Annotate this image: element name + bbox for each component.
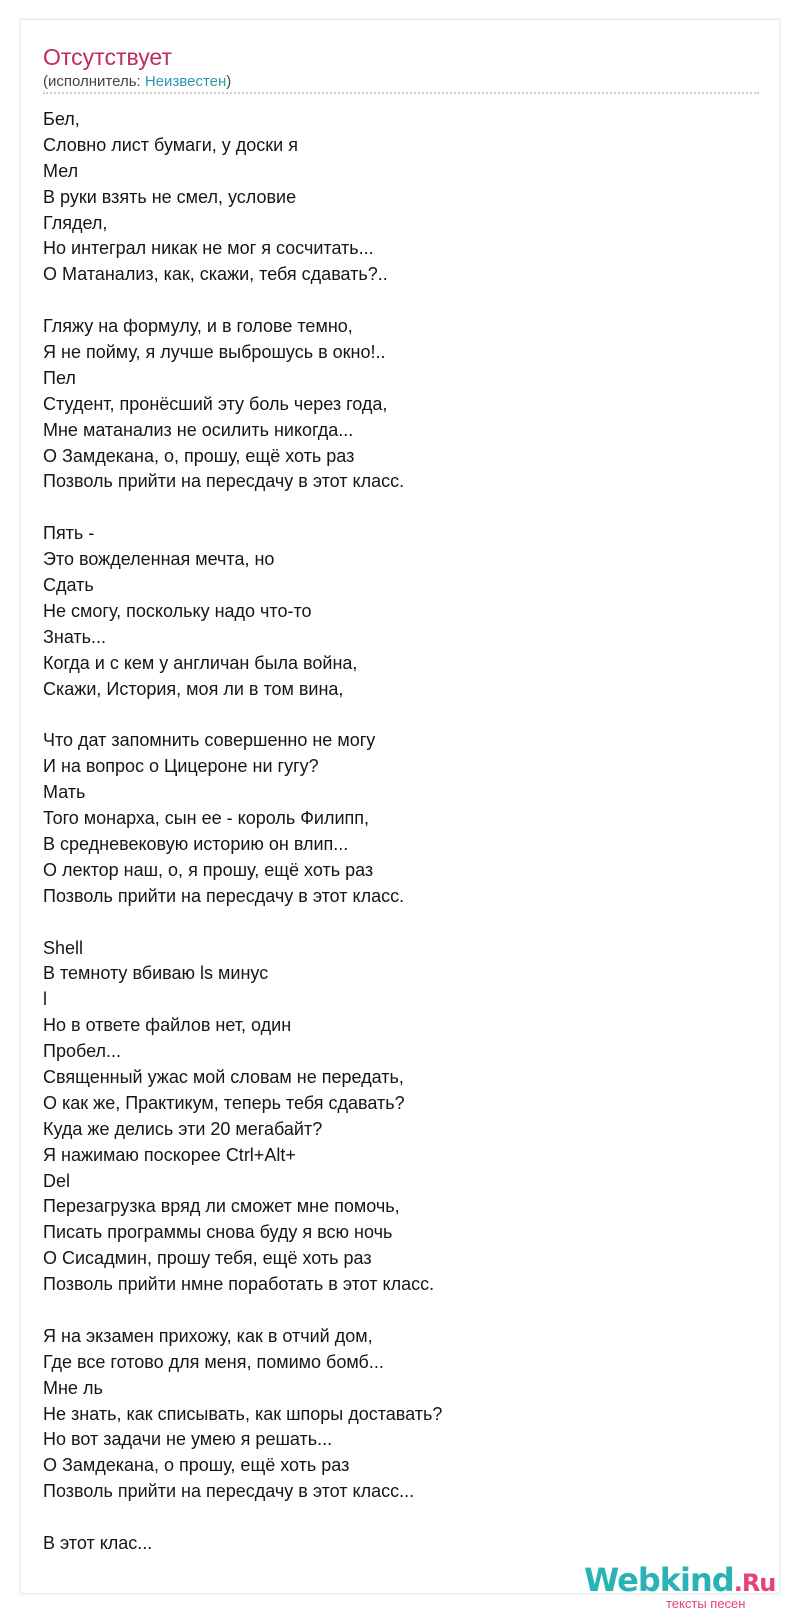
lyric-line: Не смогу, поскольку надо что-то (43, 600, 312, 621)
logo-tagline: тексты песен (666, 1596, 746, 1611)
title-divider (43, 92, 759, 94)
lyric-line: О Замдекана, о, прошу, ещё хоть раз (43, 445, 355, 466)
lyric-line: Не знать, как списывать, как шпоры доставать? (43, 1403, 443, 1424)
lyric-line: Что дат запомнить совершенно не могу (43, 730, 376, 751)
logo-main-text: Webkind (584, 1561, 734, 1599)
lyric-line: Del (43, 1170, 71, 1191)
song-title: Отсутствует (43, 44, 172, 70)
lyric-line: В этот клас... (43, 1532, 153, 1553)
lyric-line: О лектор наш, о, я прошу, ещё хоть раз (43, 859, 374, 880)
lyric-line: Позволь прийти на пересдачу в этот класс. (43, 885, 405, 906)
lyric-line: О как же, Практикум, теперь тебя сдавать? (43, 1092, 405, 1113)
lyric-line: О Сисадмин, прошу тебя, ещё хоть раз (43, 1248, 372, 1269)
lyric-line: Позволь прийти нмне поработать в этот класс. (43, 1274, 435, 1295)
lyric-line: Того монарха, сын ее - король Филипп, (43, 808, 370, 829)
lyric-line: Это вожделенная мечта, но (43, 549, 275, 570)
lyric-line: Бел, (43, 109, 80, 129)
lyric-line: Сдать (43, 575, 94, 596)
lyrics-body (43, 107, 743, 1557)
lyric-line: В руки взять не смел, условие (43, 186, 297, 207)
logo-suffix: .Ru (733, 1569, 776, 1597)
artist-prefix: (исполнитель: (43, 73, 145, 90)
lyric-line: Я нажимаю поскорее Ctrl+Alt+ (43, 1144, 296, 1165)
lyric-line: Студент, пронёсший эту боль через года, (43, 393, 388, 414)
lyric-line: Мел (43, 160, 79, 181)
lyric-line: Где все готово для меня, помимо бомб... (43, 1351, 384, 1372)
stanza-break (43, 495, 743, 521)
stanza-break (43, 1298, 743, 1324)
lyric-line: Я не пойму, я лучше выброшусь в окно!.. (43, 342, 386, 363)
lyric-line: Мне матанализ не осилить никогда... (43, 419, 354, 440)
lyric-line: Словно лист бумаги, у доски я (43, 134, 298, 155)
lyric-line: Позволь прийти на пересдачу в этот класс. (43, 471, 405, 492)
lyric-line: Перезагрузка вряд ли сможет мне помочь, (43, 1196, 400, 1217)
lyric-line: l (43, 989, 47, 1010)
lyric-line: В темноту вбиваю ls минус (43, 963, 269, 984)
lyric-line: Мне ль (43, 1377, 103, 1398)
lyric-line: Когда и с кем у англичан была война, (43, 652, 358, 673)
lyric-line: Глядел, (43, 212, 108, 233)
lyric-line: Я на экзамен прихожу, как в отчий дом, (43, 1325, 373, 1346)
lyric-line: Куда же делись эти 20 мегабайт? (43, 1118, 323, 1139)
artist-line (43, 72, 231, 92)
lyric-line: Пять - (43, 523, 95, 544)
lyric-line: Но интеграл никак не мог я сосчитать... (43, 238, 374, 259)
lyric-line: Но в ответе файлов нет, один (43, 1015, 292, 1036)
lyric-line: Пел (43, 367, 76, 388)
site-logo[interactable] (584, 1561, 784, 1619)
stanza-break (43, 910, 743, 936)
artist-link[interactable]: Неизвестен (144, 73, 227, 90)
lyric-line: Писать программы снова буду я всю ночь (43, 1222, 393, 1243)
lyric-line: Скажи, История, моя ли в том вина, (43, 678, 344, 699)
artist-suffix: ) (226, 73, 232, 90)
lyric-line: И на вопрос о Цицероне ни гугу? (43, 756, 319, 777)
lyric-line: В средневековую историю он влип... (43, 833, 349, 854)
page-frame (20, 19, 780, 1611)
stanza-break (43, 1505, 743, 1531)
lyric-line: Но вот задачи не умею я решать... (43, 1429, 333, 1450)
lyric-line: О Матанализ, как, скажи, тебя сдавать?.. (43, 264, 388, 285)
lyric-line: Гляжу на формулу, и в голове темно, (43, 316, 353, 337)
lyric-line: Знать... (43, 626, 107, 647)
stanza-break (43, 288, 743, 314)
lyric-line: Священный ужас мой словам не передать, (43, 1066, 404, 1087)
lyric-line: Мать (43, 782, 86, 803)
lyric-line: Shell (43, 937, 84, 958)
stanza-break (43, 702, 743, 728)
lyric-line: О Замдекана, о прошу, ещё хоть раз (43, 1455, 350, 1476)
lyric-line: Позволь прийти на пересдачу в этот класс... (43, 1481, 415, 1502)
lyric-line: Пробел... (43, 1041, 121, 1062)
